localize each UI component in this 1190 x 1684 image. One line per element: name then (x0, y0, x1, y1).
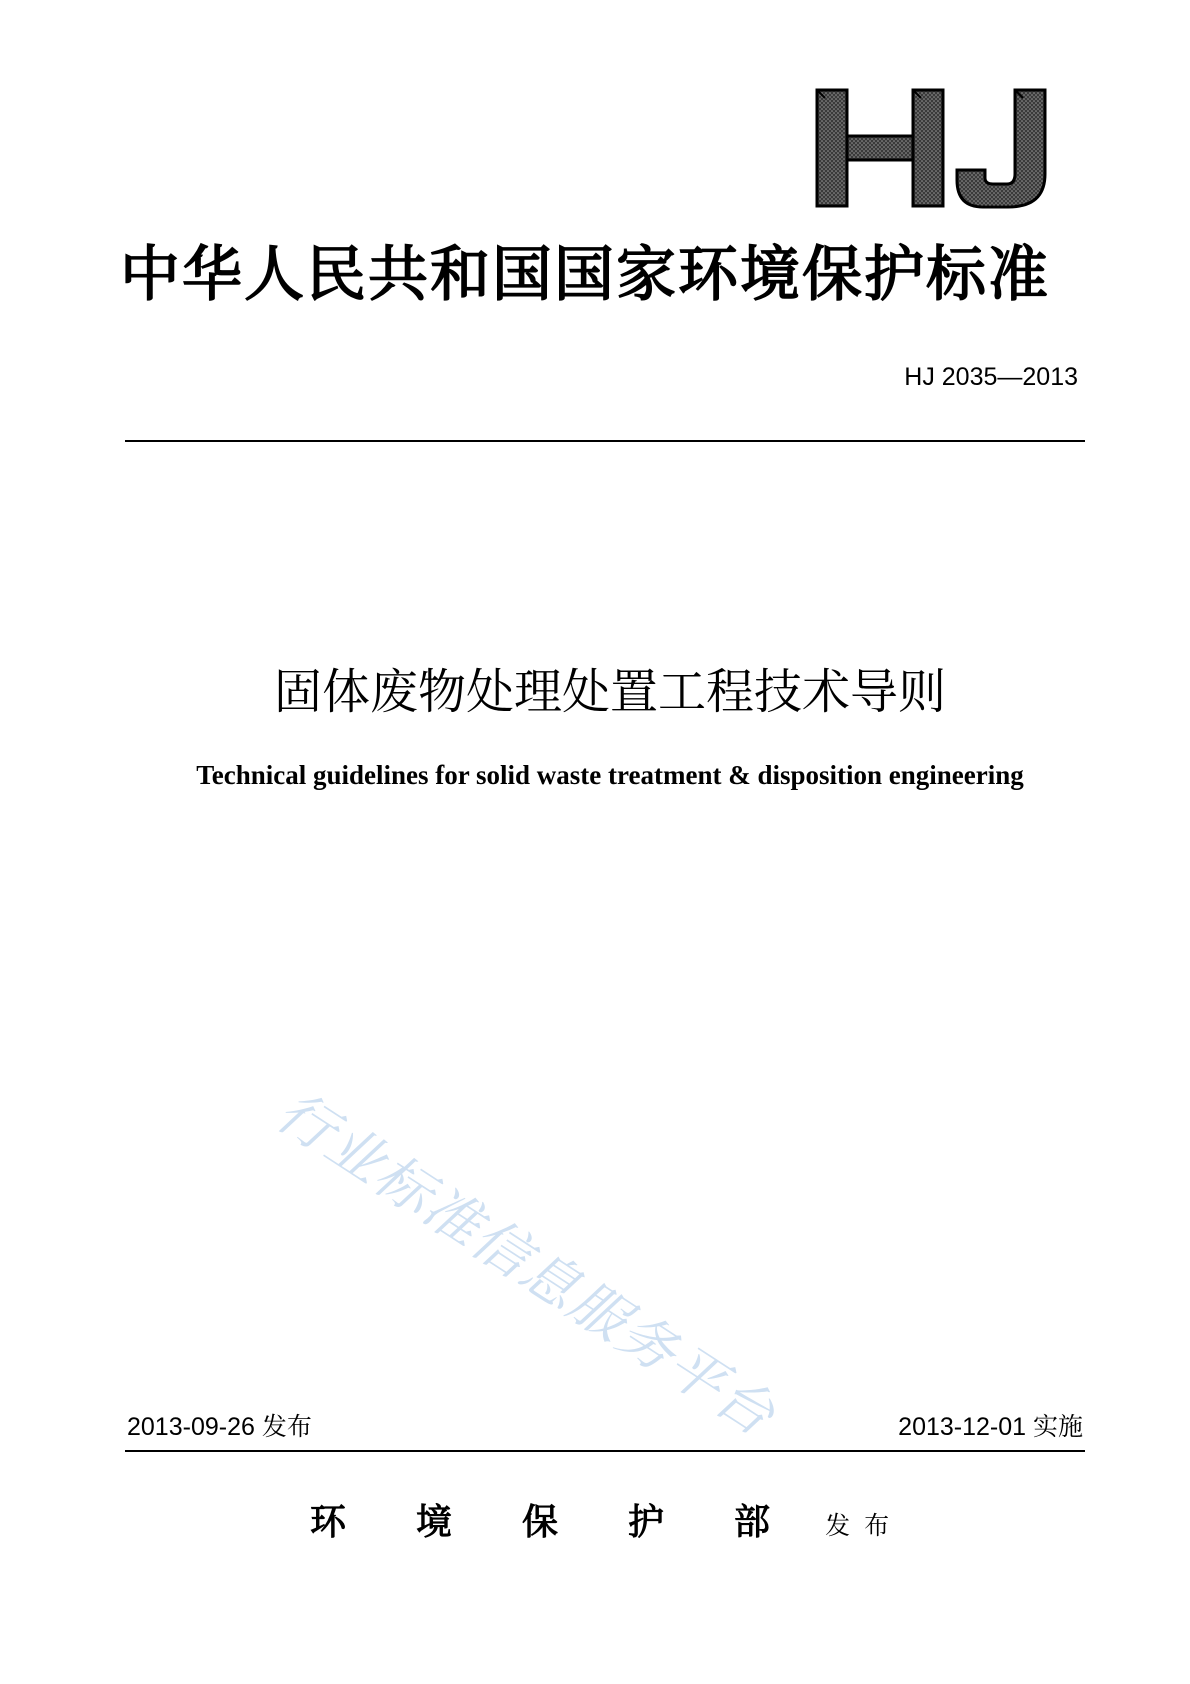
hj-logo (815, 86, 1050, 211)
hj-logo-letter-j (957, 90, 1045, 207)
implementation-date: 2013-12-01 实施 (898, 1413, 1083, 1441)
document-title-chinese: 固体废物处理处置工程技术导则 (273, 664, 946, 720)
standard-category-title: 中华人民共和国国家环境保护标准 (120, 240, 1050, 310)
issue-date: 2013-09-26 发布 (127, 1413, 312, 1441)
hj-logo-letter-h (817, 90, 943, 206)
publisher-name: 环境保护部 (310, 1501, 841, 1543)
bottom-divider (125, 1450, 1085, 1452)
publisher-suffix: 发布 (825, 1511, 904, 1540)
watermark-text: 行业标准信息服务平台 (265, 1079, 787, 1450)
standard-number: HJ 2035—2013 (904, 363, 1078, 391)
document-title-english: Technical guidelines for solid waste treatment & disposition engineering (196, 760, 1024, 790)
top-divider (125, 440, 1085, 442)
publisher-line (310, 1500, 903, 1544)
